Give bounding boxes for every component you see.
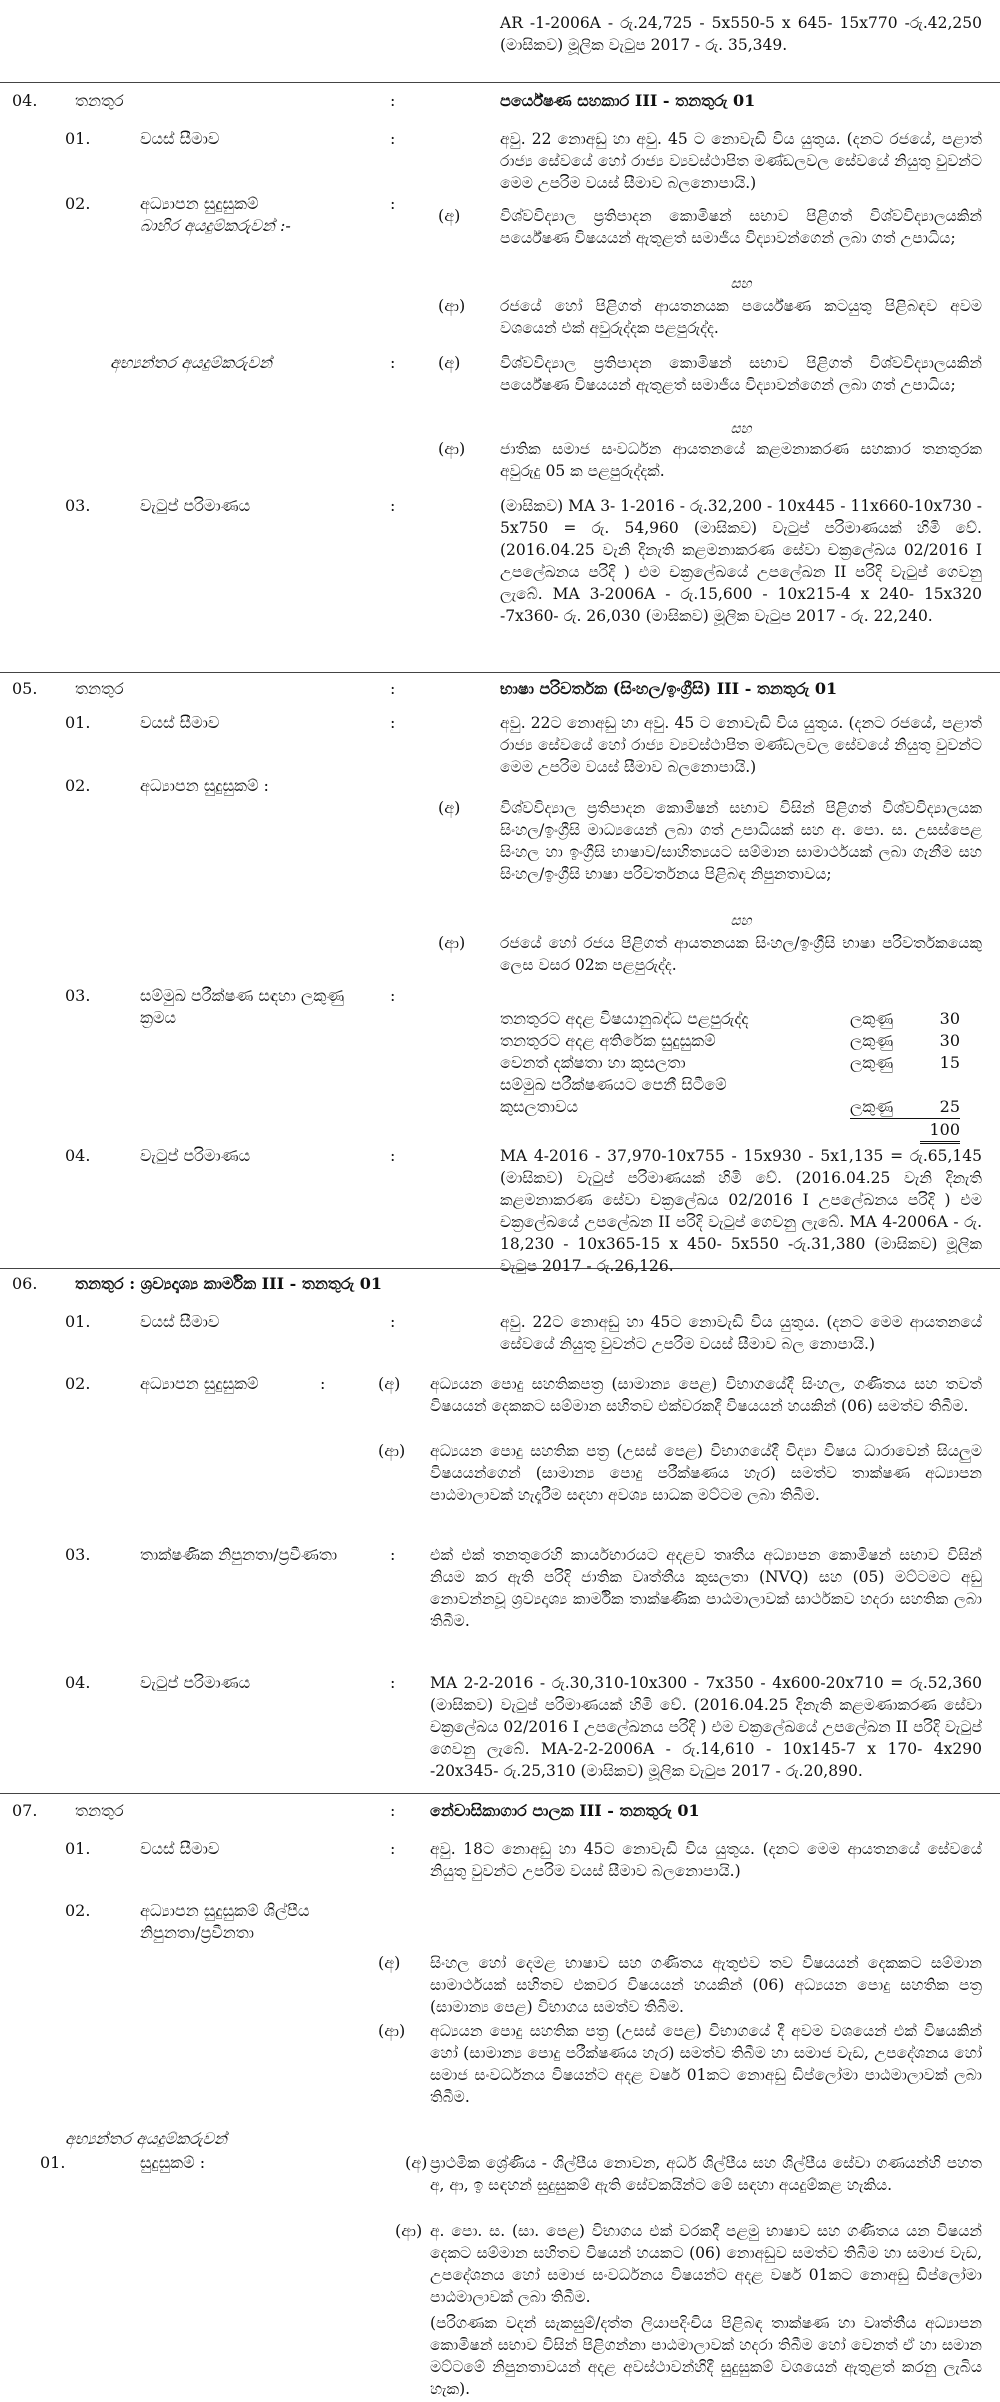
salary-scale-tail: AR -1-2006A - රු.24,725 - 5x550-5 x 645- 15x770 -රු.42,250 (මාසිකව) මූලික වැටුප 2017 - රු. 35,349. bbox=[500, 14, 982, 54]
marks-table bbox=[500, 1008, 982, 1144]
post-label: තනතුර bbox=[75, 91, 124, 110]
clause-mark: (අ) bbox=[378, 1374, 401, 1393]
item-label: සුදුසුකම් : bbox=[140, 2153, 206, 2172]
marks-row-unit: ලකුණු bbox=[850, 1009, 894, 1028]
clause-mark: (ආ) bbox=[378, 2021, 406, 2040]
item-label: අධ්‍යාපන සුදුසුකම් bbox=[140, 194, 259, 213]
clause-text: ප්‍රාථමික ශ්‍රේණිය - ශිල්පීය නොවන, අර්ධ ශිල්පීය සහ ශිල්පීය සේවා ගණයන්හි පහත අ, ආ, ඉ සඳහන් සුදුසුකම් ඇති සේවකයින්ට මේ සඳහා අයදුම්කළ හැකිය. bbox=[430, 2154, 982, 2194]
item-label: වයස් සීමාව bbox=[140, 1312, 220, 1331]
colon: : bbox=[390, 1312, 396, 1331]
post-title: නේවාසිකාගාර පාලක III - තනතුරු 01 bbox=[430, 1801, 700, 1820]
colon: : bbox=[390, 1801, 396, 1820]
item-number: 02. bbox=[65, 1374, 91, 1393]
internal-applicants-label: අභ්‍යන්තර අයදුම්කරුවන් bbox=[65, 2129, 227, 2148]
salary-scale-text: (මාසිකව) MA 3- 1-2016 - රු.32,200 - 10x445 - 11x660-10x730 - 5x750 = රු. 54,960 (මාසිකව) වැටුප් පරිමාණයක් හිමි වේ. (2016.04.25 වැනි දිනැති කළමනාකරණ සේවා චක්‍රලේඛය 02/2016 I උපලේඛනය පරිදි ) එම චක්‍රලේඛයේ උපලේඛන II පරිදි වැටුප් ගෙවනු ලැබේ. MA 3-2006A - රු.15,600 - 10x215-4 x 240- 15x320 -7x360- රු. 26,030 (මාසිකව) මූලික වැටුප 2017 - රු. 22,240. bbox=[500, 497, 982, 625]
clause-text: සිංහල හෝ දෙමළ භාෂාව සහ ගණිතය ඇතුළුව තව විෂයයන් දෙකකට සම්මාන සාමාර්ථයක් සහිතව එකවර විෂයයන් හයකින් (06) අධ්‍යයන පොදු සහතික පත්‍ර (සාමාන්‍ය පෙළ) විභාගය සමත්ව තිබීම. bbox=[430, 1954, 982, 2016]
salary-scale-text: MA 4-2016 - 37,970-10x755 - 15x930 - 5x1,135 = රු.65,145 (මාසිකව) වැටුප් පරිමාණයක් හිමි වේ. (2016.04.25 වැනි දිනැති කළමනාකරණ සේවා චක්‍රලේඛය 02/2016 I උපලේඛනය පරිදි ) එම චක්‍රලේඛයේ උපලේඛන II පරිදි වැටුප් ගෙවනු ලැබේ. MA 4-2006A - රු. 18,230 - 10x365-15 x 450- 5x550 -රු.31,380 (මාසිකව) මූලික වැටුප 2017 - රු.26,126. bbox=[500, 1147, 982, 1275]
item-label: තාක්ෂණික නිපුනතා/ප්‍රවීණතා bbox=[140, 1545, 338, 1564]
marks-row-unit: ලකුණු bbox=[850, 1053, 894, 1072]
marks-row bbox=[500, 1096, 982, 1119]
clause-mark: (අ) bbox=[438, 798, 461, 817]
item-label: සම්මුඛ පරීක්ෂණ සඳහා ලකුණු ක්‍රමය bbox=[140, 986, 345, 1027]
section-number: 06. bbox=[12, 1274, 38, 1293]
and-connector: සහ bbox=[730, 421, 752, 437]
colon: : bbox=[390, 986, 396, 1005]
section-divider bbox=[0, 672, 1000, 673]
marks-row-value: 25 bbox=[920, 1096, 960, 1119]
colon: : bbox=[390, 713, 396, 732]
marks-row-label: වෙනත් දක්ෂතා හා කුසලතා bbox=[500, 1053, 686, 1072]
clause-note: (පරිගණක වදන් සැකසුම්/දත්ත ලියාපදිංචිය පිළිබඳ තාක්ෂණ හා වෘත්තීය අධ්‍යාපන කොමිෂන් සභාව විසින් පිළිගන්නා පාඨමාලාවක් හදරා තිබීම හෝ වෙනත් ඒ හා සමාන මට්ටමේ නිපුනතාවයන් අදළ අවස්ථාවන්හිදී සුදුසුකම් වශයෙන් ඇතුළත් කරනු ලැබිය හැක). bbox=[430, 2314, 983, 2398]
item-label: අධ්‍යාපන සුදුසුකම් bbox=[140, 1374, 259, 1393]
clause-mark: (ආ) bbox=[438, 296, 466, 315]
clause-text: ජාතික සමාජ සංවර්ධන ආයතනයේ කළමනාකරණ සහකාර තනතුරක අවුරුදු 05 ක පළපුරුද්දක්. bbox=[500, 440, 982, 480]
item-number: 04. bbox=[65, 1146, 91, 1165]
item-label: නිපුනතා/ප්‍රවීනතා bbox=[140, 1923, 255, 1942]
item-label: වයස් සීමාව bbox=[140, 1839, 220, 1858]
marks-row-value: 30 bbox=[939, 1009, 960, 1028]
marks-row-label: කුසලතාවය bbox=[500, 1097, 578, 1116]
colon: : bbox=[390, 194, 396, 213]
external-applicants-label: බාහිර අයදුම්කරුවන් :- bbox=[140, 216, 291, 235]
clause-mark: (අ) bbox=[378, 1953, 401, 1972]
clause-text: විශ්වවිද්‍යාල ප්‍රතිපාදන කොමිෂන් සභාව පිළිගත් විශ්වවිද්‍යාලයකින් පර්යේෂණ විෂයයන් ඇතුළත් සමාජීය විද්‍යාවන්ගෙන් ලබා ගත් උපාධිය; bbox=[500, 354, 982, 394]
item-number: 01. bbox=[65, 713, 91, 732]
salary-scale-text: MA 2-2-2016 - රු.30,310-10x300 - 7x350 - 4x600-20x710 = රු.52,360 (මාසිකව) වැටුප් පරිමාණයක් හිමි වේ. (2016.04.25 දිනැති කළමණාකරණ සේවා චක්‍රලේඛය 02/2016 I උපලේඛනය පරිදි ) එම චක්‍රලේඛයේ උපලේඛන II පරිදි වැටුප් ගෙවනු ලැබේ. MA-2-2-2006A - රු.14,610 - 10x145-7 x 170- 4x290 -20x345- රු.25,310 (මාසිකව) මූලික වැටුප 2017 - රු.20,890. bbox=[430, 1674, 982, 1780]
section-number: 04. bbox=[12, 91, 38, 110]
technical-skills-text: එක් එක් තනතුරෙහි කාර්යභාරයට අදළව තෘතීය අධ්‍යාපන කොමිෂන් සභාව විසින් නියම කර ඇති පරිදි ජාතික වෘත්තීය කුසලතා (NVQ) සහ (05) මට්ටමට අඩු නොවන්නවූ ශ්‍රව්‍යදෘශ්‍ය කාර්මික තාක්ෂණික පාඨමාලාවක් සාර්ථකව හදරා සහතික ලබා තිබීම. bbox=[430, 1546, 982, 1630]
item-number: 03. bbox=[65, 496, 91, 515]
marks-row-unit: ලකුණු bbox=[850, 1096, 920, 1119]
clause-mark: (අ) bbox=[405, 2153, 428, 2172]
item-number: 03. bbox=[65, 986, 91, 1005]
post-label: තනතුර bbox=[75, 1801, 124, 1820]
marks-row-unit bbox=[850, 1074, 920, 1096]
clause-mark: (අ) bbox=[438, 206, 461, 225]
item-number: 03. bbox=[65, 1545, 91, 1564]
and-connector: සහ bbox=[730, 913, 752, 929]
clause-text: අධ්‍යයන පොදු සහතික පත්‍ර (උසස් පෙළ) විභාගයේ දී අවම වශයෙන් එක් විෂයකින් හෝ (සාමාන්‍ය පොදු පරීක්ෂණය හැර) සමත්ව තිබීම හා සමාජ වැඩ, උපදේශනය හෝ සමාජ සංවර්ධනය විෂයන්ට අදළ වර්ෂ 01කට නොඅඩු ඩිප්ලෝමා පාඨමාලාවක් ලබා තිබීම. bbox=[430, 2022, 982, 2106]
clause-text: විශ්වවිද්‍යාල ප්‍රතිපාදන කොමිෂන් සභාව පිළිගත් විශ්වවිද්‍යාලයකින් පර්යේෂණ විෂයයන් ඇතුළත් සමාජීය විද්‍යාවන්ගෙන් ලබා ගත් උපාධිය; bbox=[500, 207, 982, 247]
clause-text: විශ්වවිද්‍යාල ප්‍රතිපාදන කොමිෂන් සභාව විසින් පිළිගත් විශ්වවිද්‍යාලයක සිංහල/ඉංග්‍රීසි මාධ්‍යයෙන් ලබා ගත් උපාධියක් සහ අ. පො. ස. උසස්පෙළ සිංහල හා ඉංග්‍රීසි භාෂාව/සාහිත්‍යයට සම්මාන සාමාර්ථයක් ලබා ගැනීම සහ සිංහල/ඉංග්‍රීසි භාෂා පරිවර්තනය පිළිබඳ නිපුනතාවය; bbox=[500, 799, 982, 883]
marks-row-value bbox=[920, 1074, 960, 1096]
marks-total: 100 bbox=[920, 1119, 960, 1144]
marks-row-label: තනතුරට අදළ අතිරේක සුදුසුකම් bbox=[500, 1031, 716, 1050]
item-number: 01. bbox=[65, 1839, 91, 1858]
colon: : bbox=[390, 1545, 396, 1564]
clause-mark: (ආ) bbox=[395, 2221, 423, 2240]
marks-row bbox=[500, 1008, 982, 1030]
clause-text: රජයේ හෝ පිළිගත් ආයතනයක පර්යේෂණ කටයුතු පිළිබඳව අවම වශයෙන් එක් අවුරුද්දක පළපුරුද්ද. bbox=[500, 297, 982, 337]
colon: : bbox=[390, 496, 396, 515]
marks-row bbox=[500, 1074, 982, 1096]
clause-mark: (අ) bbox=[438, 353, 461, 372]
marks-row-unit: ලකුණු bbox=[850, 1031, 894, 1050]
item-label: අධ්‍යාපන සුදුසුකම් : bbox=[140, 776, 269, 795]
item-number: 01. bbox=[65, 1312, 91, 1331]
colon: : bbox=[320, 1374, 326, 1393]
item-label: වයස් සීමාව bbox=[140, 713, 220, 732]
marks-row-label: සම්මුඛ පරීක්ෂණයට පෙනී සිටීමේ bbox=[500, 1075, 727, 1094]
section-divider bbox=[0, 1268, 1000, 1269]
age-limit-text: අවු. 22 නොඅඩු හා අවු. 45 ට නොවැඩි විය යුතුය. (දනට රජයේ, පළාත් රාජ්‍ය සේවයේ හෝ රාජ්‍ය ව්‍යවස්ථාපිත මණ්ඩලවල සේවයේ නියුතු වුවන්ට මෙම උපරිම වයස් සීමාව බලනොපායි.) bbox=[500, 130, 982, 192]
age-limit-text: අවු. 18ට නොඅඩු හා 45ට නොවැඩි විය යුතුය. (දනට මෙම ආයතනයේ සේවයේ නියුතු වුවන්ට උපරිම වයස් සීමාව බලනොපායි.) bbox=[430, 1840, 982, 1880]
post-title: පර්යේෂණ සහකාර III - තනතුරු 01 bbox=[500, 91, 756, 110]
item-number: 02. bbox=[65, 1901, 91, 1920]
marks-row bbox=[500, 1030, 982, 1052]
post-title: තනතුර : ශ්‍රව්‍යදෘශ්‍ය කාර්මික III - තනතුරු 01 bbox=[75, 1274, 383, 1293]
colon: : bbox=[390, 353, 396, 372]
colon: : bbox=[390, 129, 396, 148]
item-label: අධ්‍යාපන සුදුසුකම් ශිල්පීය bbox=[140, 1901, 310, 1920]
clause-text: අ. පො. ස. (සා. පෙළ) විභාගය එක් වරකදී පළමු භාෂාව සහ ගණිතය යන විෂයන් දෙකට සම්මාන සහිතව විෂයන් හයකට (06) නොඅඩුව සමත්ව තිබීම හා සමාජ වැඩ, උපදේශනය හෝ සමාජ සංවර්ධනය විෂයන්ට අදළ වර්ෂ 01කට නොඅඩු ඩිප්ලෝමා පාඨමාලාවක් ලබා තිබීම. bbox=[430, 2222, 982, 2306]
colon: : bbox=[390, 679, 396, 698]
post-title: භාෂා පරිවර්තක (සිංහල/ඉංග්‍රීසි) III - තනතුරු 01 bbox=[500, 679, 838, 698]
item-label: වයස් සීමාව bbox=[140, 129, 220, 148]
age-limit-text: අවු. 22ට නොඅඩු හා අවු. 45 ට නොවැඩි විය යුතුය. (දනට රජයේ, පළාත් රාජ්‍ය සේවයේ හෝ රාජ්‍ය ව්‍යවස්ථාපිත මණ්ඩලවල සේවයේ නියුතු වුවන්ට මෙම උපරිම වයස් සීමාව බලනොපායි.) bbox=[500, 714, 982, 776]
clause-text: අධ්‍යයන පොදු සහතික පත්‍ර (උසස් පෙළ) විභාගයේදී විද්‍යා විෂය ධාරාවෙන් සියලුම විෂයයන්ගෙන් (සාමාන්‍ය පොදු පරීක්ෂණය හැර) සමත්ව තාක්ෂණ අධ්‍යාපන පාඨමාලාවක් හැදෑරීම සඳහා අවශ්‍ය සාධක මට්ටම ලබා තිබීම. bbox=[430, 1442, 982, 1504]
colon: : bbox=[390, 1839, 396, 1858]
clause-mark: (ආ) bbox=[378, 1441, 406, 1460]
marks-row-label: තනතුරට අදළ විෂයානුබද්ධ පළපුරුද්ද bbox=[500, 1009, 749, 1028]
clause-mark: (ආ) bbox=[438, 439, 466, 458]
colon: : bbox=[390, 1673, 396, 1692]
section-number: 05. bbox=[12, 679, 38, 698]
marks-row bbox=[500, 1052, 982, 1074]
item-number: 01. bbox=[65, 129, 91, 148]
section-number: 07. bbox=[12, 1801, 38, 1820]
post-label: තනතුර bbox=[75, 679, 124, 698]
colon: : bbox=[390, 91, 396, 110]
item-label: වැටුප් පරිමාණය bbox=[140, 1146, 251, 1165]
marks-row-value: 15 bbox=[939, 1053, 960, 1072]
item-number: 02. bbox=[65, 776, 91, 795]
marks-row-value: 30 bbox=[939, 1031, 960, 1050]
item-number: 02. bbox=[65, 194, 91, 213]
item-label: වැටුප් පරිමාණය bbox=[140, 496, 251, 515]
age-limit-text: අවු. 22ට නොඅඩු හා 45ට නොවැඩි විය යුතුය. (දනට මෙම ආයතනයේ සේවයේ නියුතු වුවන්ට උපරිම වයස් සීමාව බල නොපායි.) bbox=[500, 1313, 982, 1353]
section-divider bbox=[0, 1793, 1000, 1794]
item-number: 01. bbox=[40, 2153, 66, 2172]
section-divider bbox=[0, 82, 1000, 83]
item-label: වැටුප් පරිමාණය bbox=[140, 1673, 251, 1692]
and-connector: සහ bbox=[730, 276, 752, 292]
internal-applicants-label: අභ්‍යන්තර අයදුම්කරුවන් bbox=[110, 353, 272, 372]
colon: : bbox=[390, 1146, 396, 1165]
marks-total-row bbox=[500, 1119, 982, 1144]
item-number: 04. bbox=[65, 1673, 91, 1692]
clause-mark: (ආ) bbox=[438, 933, 466, 952]
clause-text: අධ්‍යයන පොදු සහතිකපත්‍ර (සාමාන්‍ය පෙළ) විභාගයේදී සිංහල, ගණිතය සහ තවත් විෂයයන් දෙකකට සම්මාන සහිතව එක්වරකදී විෂයයන් හයකින් (06) සමත්ව තිබීම. bbox=[430, 1375, 982, 1415]
clause-text: රජයේ හෝ රජය පිළිගත් ආයතනයක සිංහල/ඉංග්‍රීසි භාෂා පරිවර්තකයෙකු ලෙස වසර 02ක පළපුරුද්ද. bbox=[500, 934, 982, 974]
